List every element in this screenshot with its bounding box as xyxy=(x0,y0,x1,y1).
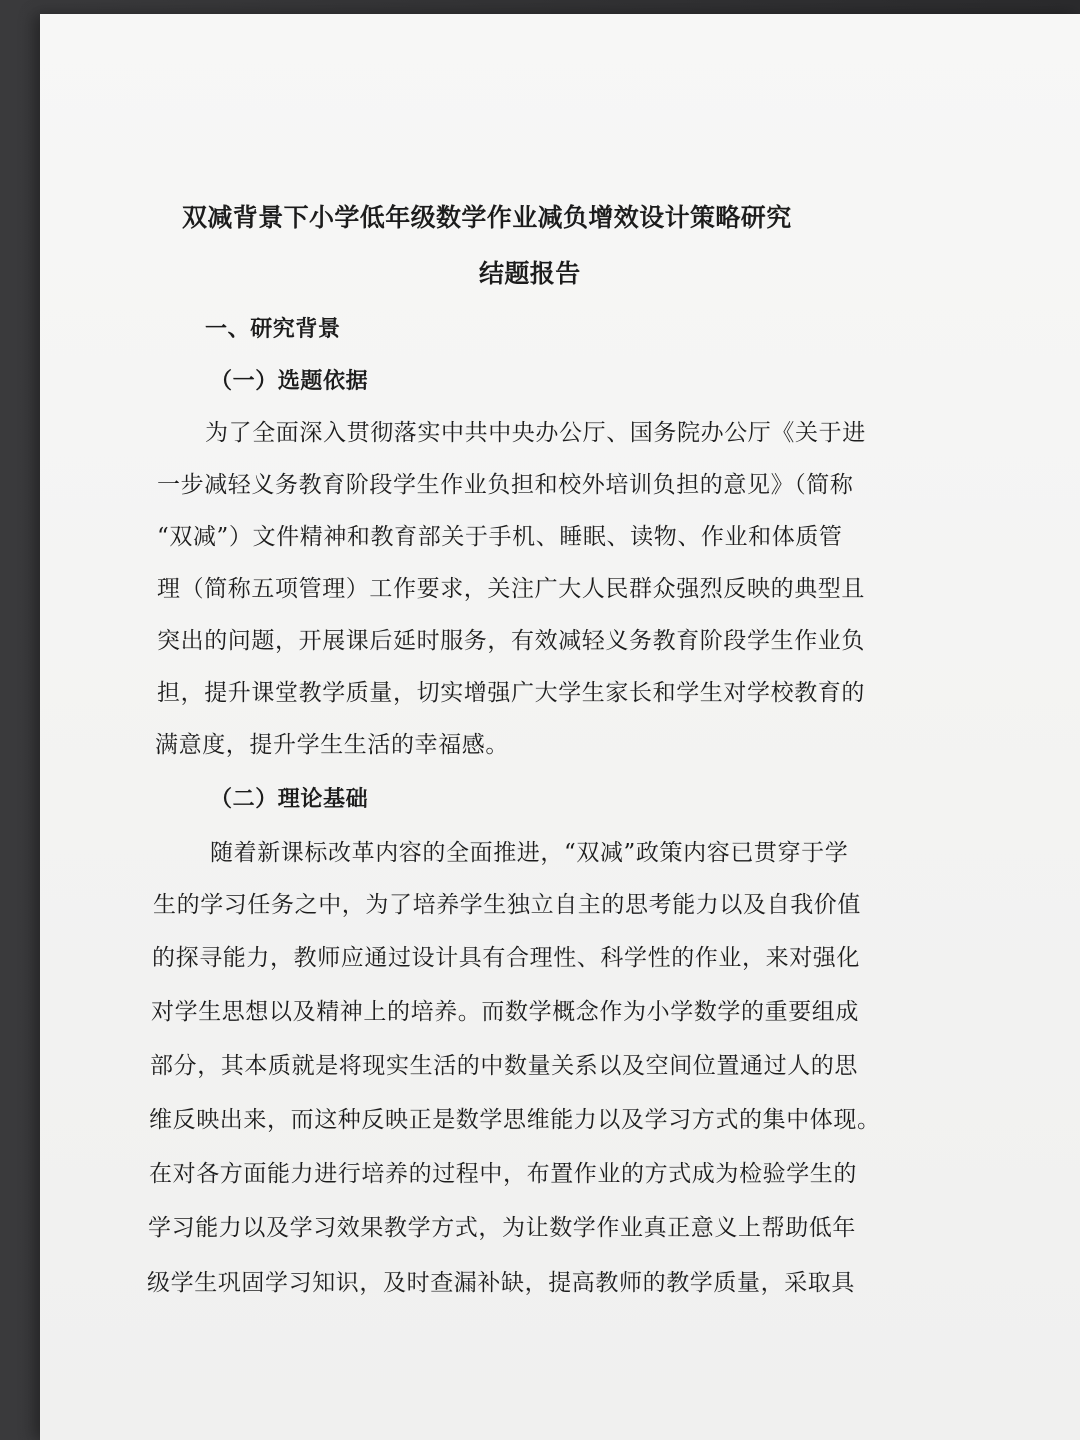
paragraph-line: 级学生巩固学习知识，及时查漏补缺，提高教师的教学质量，采取具 xyxy=(147,1270,855,1296)
paragraph-line: 对学生思想以及精神上的培养。而数学概念作为小学数学的重要组成 xyxy=(151,999,859,1025)
paragraph-line: 维反映出来，而这种反映正是数学思维能力以及学习方式的集中体现。 xyxy=(149,1107,881,1133)
paragraph-line: 为了全面深入贯彻落实中共中央办公厅、国务院办公厅《关于进 xyxy=(205,420,866,446)
paragraph-line: 满意度，提升学生生活的幸福感。 xyxy=(155,732,509,758)
report-subtitle: 结题报告 xyxy=(479,259,581,288)
paragraph-line: “双减”）文件精神和教育部关于手机、睡眠、读物、作业和体质管 xyxy=(157,524,843,550)
paragraph-line: 的探寻能力，教师应通过设计具有合理性、科学性的作业，来对强化 xyxy=(152,945,860,971)
paragraph-line: 担，提升课堂教学质量，切实增强广大学生家长和学生对学校教育的 xyxy=(157,680,865,706)
paragraph-line: 生的学习任务之中，为了培养学生独立自主的思考能力以及自我价值 xyxy=(153,892,861,918)
paragraph-line: 一步减轻义务教育阶段学生作业负担和校外培训负担的意见》（简称 xyxy=(157,472,854,498)
subsection-heading: （二）理论基础 xyxy=(210,786,369,812)
paragraph-line: 理（简称五项管理）工作要求，关注广大人民群众强烈反映的典型且 xyxy=(157,576,865,602)
paragraph-line: 突出的问题，开展课后延时服务，有效减轻义务教育阶段学生作业负 xyxy=(157,628,865,654)
subsection-heading: （一）选题依据 xyxy=(210,368,369,394)
paragraph-line: 学习能力以及学习效果教学方式，为让数学作业真正意义上帮助低年 xyxy=(148,1215,856,1241)
paragraph-line: 在对各方面能力进行培养的过程中，布置作业的方式成为检验学生的 xyxy=(149,1161,857,1187)
section-heading: 一、研究背景 xyxy=(205,316,341,342)
paragraph-line: 随着新课标改革内容的全面推进，“双减”政策内容已贯穿于学 xyxy=(210,840,849,866)
paragraph-line: 部分，其本质就是将现实生活的中数量关系以及空间位置通过人的思 xyxy=(150,1053,858,1079)
report-title: 双减背景下小学低年级数学作业减负增效设计策略研究 xyxy=(182,203,792,232)
